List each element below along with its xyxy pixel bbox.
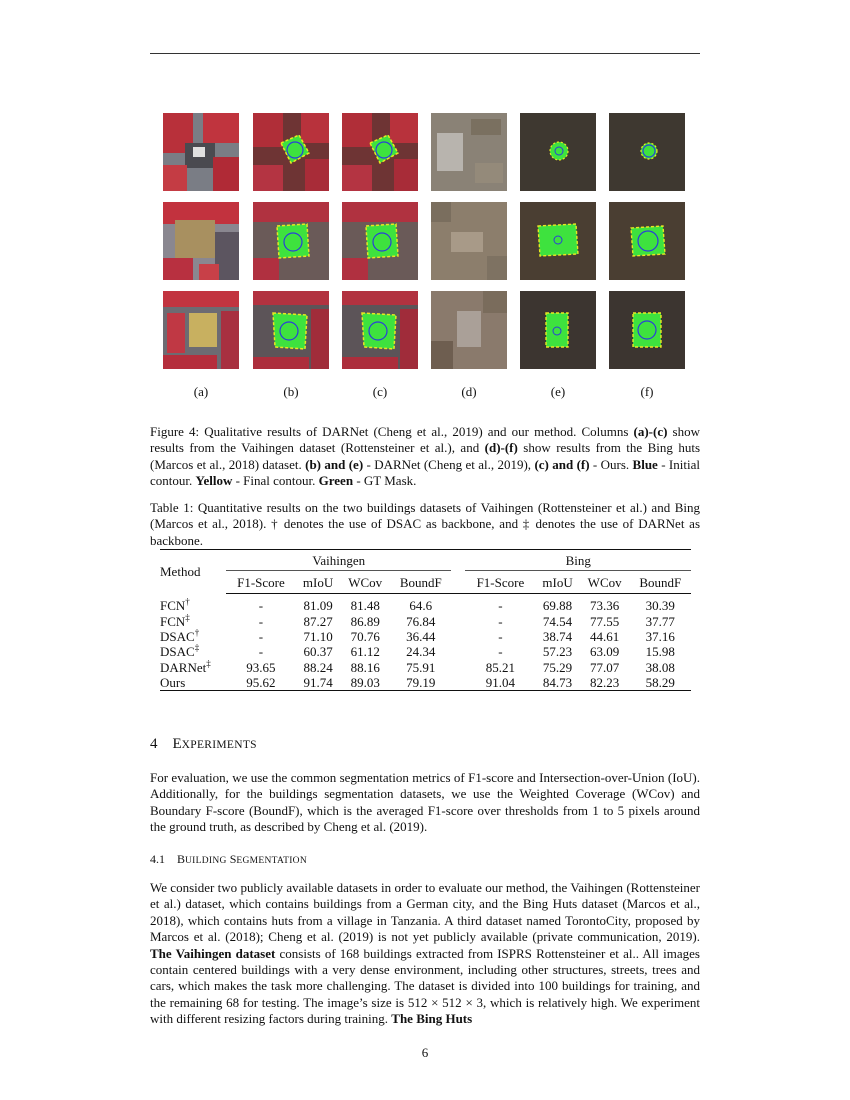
table-cell: 89.03 — [340, 675, 390, 691]
results-table — [160, 549, 691, 691]
table-cell: 37.77 — [645, 613, 675, 629]
section-paragraph: For evaluation, we use the common segmentation metrics of F1-score and Intersection-over-Union (IoU). Additionally, for the buildings segmentation datasets, we use the Weighted Coverage (WCov) and Boundary F-score (BoundF), which is the averaged F1-score over thresholds from 1 to 5 pixels around the ground truth, as described by Cheng et al. (2019). — [150, 770, 700, 835]
image-a-row1 — [163, 113, 239, 191]
image-b-row1 — [253, 113, 329, 191]
row-method: FCN† — [160, 596, 190, 613]
image-d-row2 — [431, 202, 507, 280]
row-method: FCN‡ — [160, 612, 190, 629]
image-b-row2 — [253, 202, 329, 280]
image-e-row1 — [520, 113, 596, 191]
table-caption: Table 1: Quantitative results on the two buildings datasets of Vaihingen (Rottensteiner et al.) and Bing (Marcos et al., 2018). † denotes the use of DSAC as backbone, and ‡ denotes the use of DARNet as backbone. — [150, 500, 700, 548]
table-cell: 57.23 — [542, 644, 573, 660]
table-cell: 95.62 — [226, 675, 296, 691]
table-row — [160, 660, 691, 675]
table-cell: 63.09 — [590, 644, 620, 660]
image-d-row3 — [431, 291, 507, 369]
image-f-row3 — [609, 291, 685, 369]
table-cell: 75.91 — [406, 659, 436, 675]
table-cell: 64.6 — [409, 598, 433, 614]
col-header: F1-Score — [226, 571, 296, 594]
table-row — [160, 629, 691, 644]
col-header: BoundF — [390, 571, 451, 594]
table-row — [160, 594, 691, 614]
col-header: WCov — [340, 571, 390, 594]
subsection-heading: 4.1 BUILDING SEGMENTATION — [150, 852, 308, 866]
table-row — [160, 675, 691, 691]
table-cell: 84.73 — [535, 675, 579, 691]
image-a-row3 — [163, 291, 239, 369]
table-cell: 37.16 — [645, 628, 675, 644]
col-header: mIoU — [296, 571, 340, 594]
table-cell: 79.19 — [390, 675, 451, 691]
column-label-b: (b) — [283, 384, 299, 399]
column-label-e: (e) — [550, 384, 566, 399]
column-label-f: (f) — [640, 384, 654, 399]
table-row — [160, 613, 691, 628]
table-cell: 38.08 — [645, 659, 675, 675]
table-cell: - — [258, 598, 264, 614]
table-cell: 24.34 — [406, 644, 436, 660]
group-header-bing: Bing — [465, 550, 691, 571]
table-cell: 91.04 — [465, 675, 535, 691]
col-header: BoundF — [630, 571, 691, 594]
table-cell: 44.61 — [590, 628, 620, 644]
table-cell: - — [498, 644, 503, 660]
image-b-row3 — [253, 291, 329, 369]
image-d-row1 — [431, 113, 507, 191]
table-cell: - — [258, 628, 264, 644]
col-header: WCov — [580, 571, 630, 594]
table-cell: 81.48 — [350, 598, 380, 614]
section-heading: 4 EXPERIMENTS — [150, 736, 257, 752]
image-c-row3 — [342, 291, 418, 369]
header-rule — [150, 53, 700, 54]
image-f-row2 — [609, 202, 685, 280]
table-cell: - — [498, 598, 503, 614]
col-header: F1-Score — [465, 571, 535, 594]
group-header-vaihingen: Vaihingen — [226, 550, 451, 571]
table-cell: - — [258, 644, 264, 660]
table-cell: 82.23 — [580, 675, 630, 691]
table-cell: 75.29 — [542, 659, 573, 675]
row-method: Ours — [160, 675, 226, 691]
table-cell: 58.29 — [630, 675, 691, 691]
table-cell: 61.12 — [350, 644, 380, 660]
table-cell: - — [258, 613, 264, 629]
column-label-d: (d) — [461, 384, 477, 399]
table-cell: 88.16 — [350, 659, 380, 675]
figure-4-grid — [163, 113, 688, 368]
row-method: DSAC† — [160, 627, 200, 644]
image-c-row2 — [342, 202, 418, 280]
image-c-row1 — [342, 113, 418, 191]
table-cell: 36.44 — [406, 628, 436, 644]
col-header: mIoU — [535, 571, 579, 594]
row-method: DARNet‡ — [160, 658, 211, 675]
table-cell: 88.24 — [303, 659, 333, 675]
method-header: Method — [160, 550, 226, 594]
column-label-a: (a) — [193, 384, 209, 399]
table-cell: 85.21 — [485, 659, 516, 675]
table-cell: 71.10 — [303, 628, 333, 644]
table-cell: 38.74 — [542, 628, 573, 644]
subsection-paragraph: We consider two publicly available datasets in order to evaluate our method, the Vaihingen (Rottensteiner et al.) dataset, which contains buildings from a German city, and the Bing Huts dataset (Marcos et al., 2018), which contains huts from a village in Tanzania. A third dataset named TorontoCity, proposed by Marcos et al. (2018); Cheng et al. (2019) is not yet publicly available (private communication, 2019). The Vaihingen dataset consists of 168 buildings extracted from ISPRS Rottensteiner et al.. All images contain centered buildings with a very dense environment, including other structures, streets, trees and cars, which makes the task more challenging. The dataset is divided into 100 buildings for training, and the remaining 68 for testing. The image’s size is 512 × 512 × 3, which is relatively high. We experiment with different resizing factors during training. The Bing Huts — [150, 880, 700, 1027]
table-cell: 91.74 — [296, 675, 340, 691]
image-a-row2 — [163, 202, 239, 280]
table-cell: - — [498, 613, 503, 629]
table-cell: 60.37 — [303, 644, 333, 660]
page-number: 6 — [421, 1045, 429, 1060]
table-cell: 87.27 — [303, 613, 333, 629]
figure-caption: Figure 4: Qualitative results of DARNet (Cheng et al., 2019) and our method. Columns (a)-(c) show results from the Vaihingen dataset (Rottensteiner et al.), and (d)-(f) show results from the Bing huts (Marcos et al., 2018) dataset. (b) and (e) - DARNet (Cheng et al., 2019), (c) and (f) - Ours. Blue - Initial contour. Yellow - Final contour. Green - GT Mask. — [150, 424, 700, 489]
table-cell: 69.88 — [542, 598, 573, 614]
image-e-row2 — [520, 202, 596, 280]
table-row — [160, 644, 691, 659]
table-cell: 74.54 — [542, 613, 573, 629]
table-cell: 77.07 — [590, 659, 620, 675]
table-cell: 73.36 — [590, 598, 620, 614]
table-cell: 70.76 — [350, 628, 380, 644]
table-cell: 15.98 — [645, 644, 675, 660]
image-e-row3 — [520, 291, 596, 369]
image-f-row1 — [609, 113, 685, 191]
table-cell: 76.84 — [406, 613, 436, 629]
row-method: DSAC‡ — [160, 643, 200, 660]
table-cell: 77.55 — [590, 613, 620, 629]
table-cell: - — [498, 628, 503, 644]
table-cell: 81.09 — [303, 598, 333, 614]
table-cell: 30.39 — [645, 598, 675, 614]
column-label-c: (c) — [372, 384, 388, 399]
table-cell: 86.89 — [350, 613, 380, 629]
table-cell: 93.65 — [246, 659, 276, 675]
